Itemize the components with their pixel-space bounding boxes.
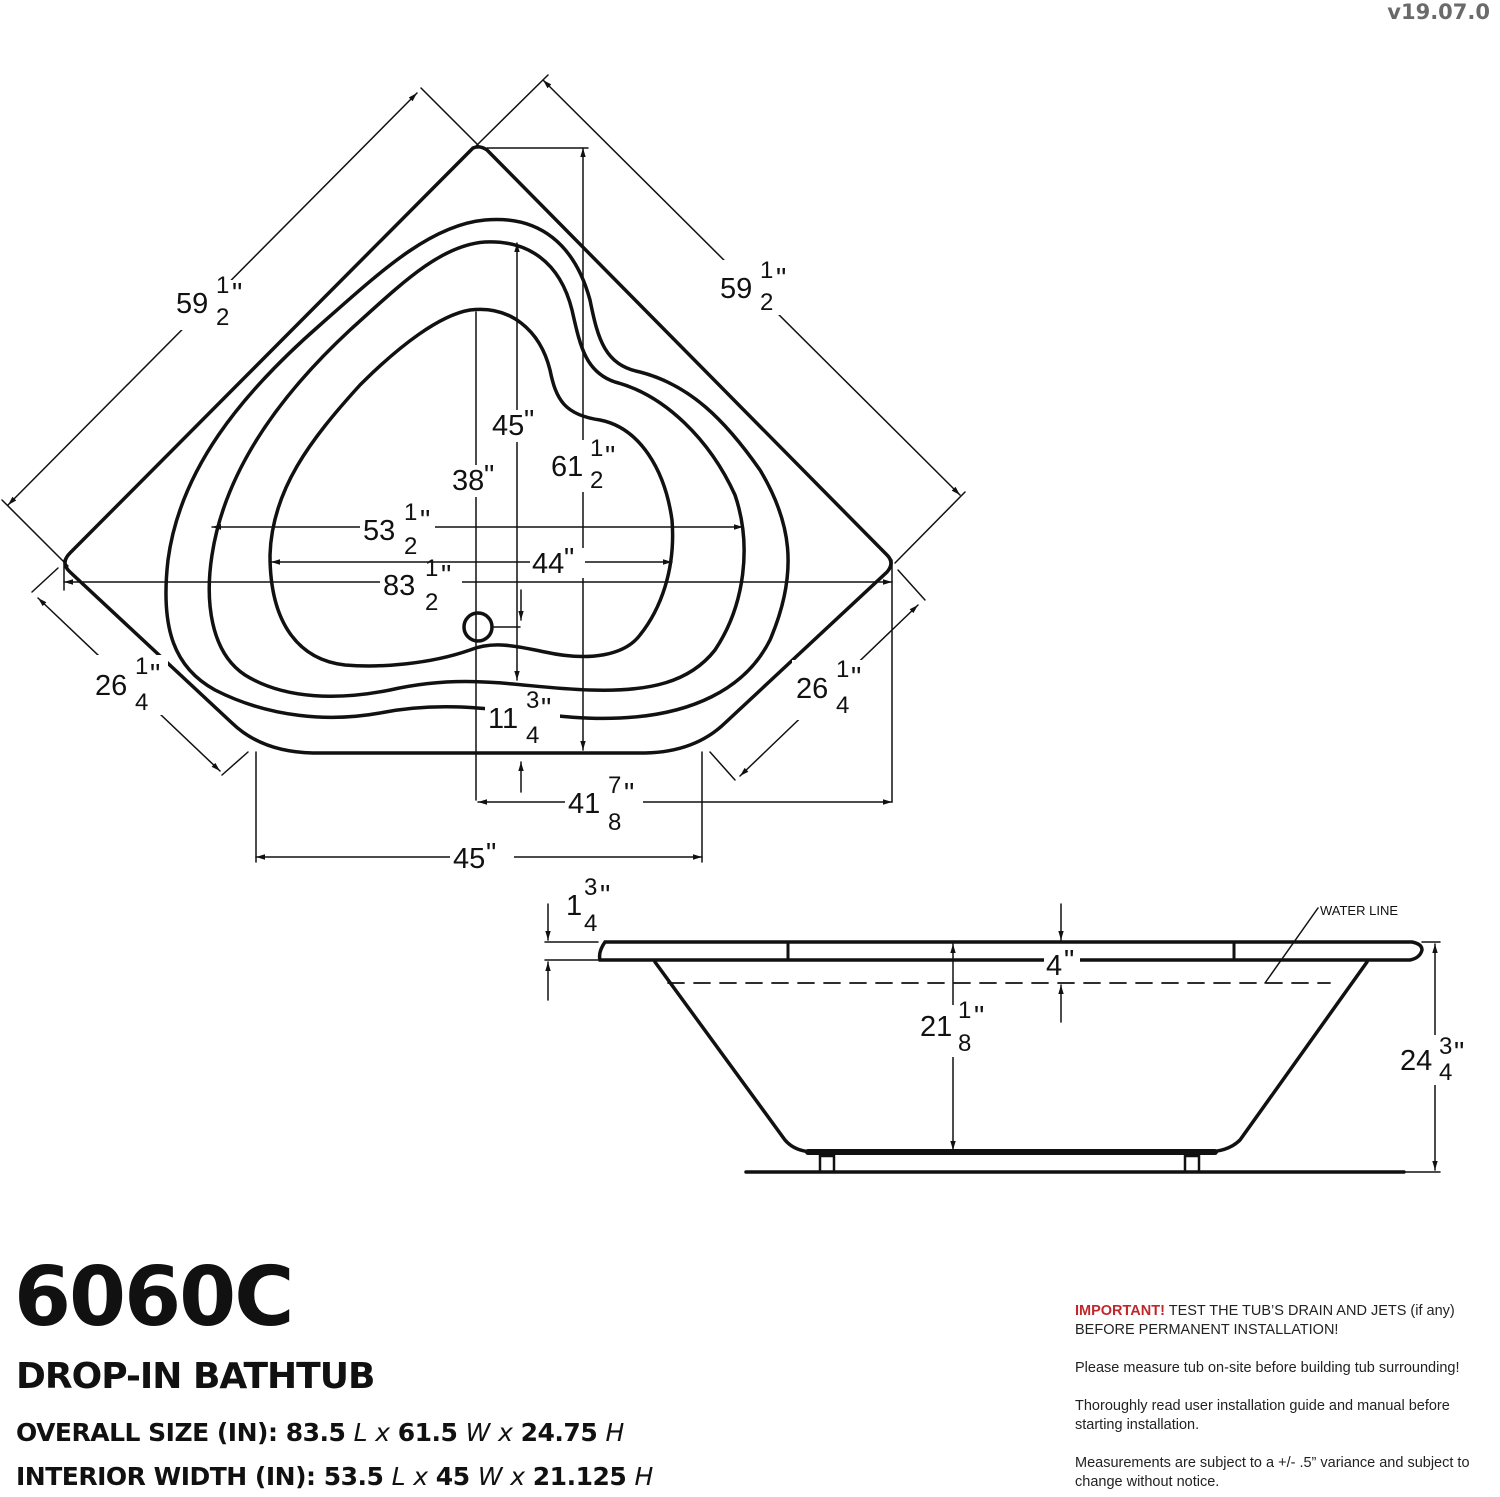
- dim-overall-height-num: 3: [1439, 1033, 1453, 1060]
- note-read-guide: Thoroughly read user installation guide and manual before starting installation.: [1075, 1398, 1450, 1433]
- side-bowl: [655, 962, 1367, 1152]
- dim-side-left-num: 1: [135, 653, 149, 680]
- dim-left-unit: ": [232, 278, 243, 310]
- dim-right-whole: 59: [720, 273, 753, 305]
- dim-side-right-den: 4: [836, 692, 850, 719]
- interior-width-label: INTERIOR WIDTH (IN):: [16, 1462, 316, 1491]
- interior-height-unit: H: [634, 1462, 653, 1491]
- dim-side-left-whole: 26: [95, 670, 128, 702]
- dim-side-left-den: 4: [135, 689, 149, 716]
- tub-outer-outline: [65, 147, 891, 753]
- interior-length-unit: L: [391, 1462, 406, 1491]
- dim-drain-to-side-unit: ": [624, 778, 635, 810]
- dim-drain-offset-whole: 11: [488, 703, 519, 735]
- dim-left-num: 1: [216, 272, 230, 299]
- dim-interior-length-den: 2: [404, 533, 418, 560]
- overall-length-unit: L: [353, 1418, 368, 1447]
- interior-width-value: 45: [435, 1462, 470, 1491]
- dim-side-right-unit: ": [851, 662, 862, 694]
- dim-interior-length-unit: ": [420, 505, 431, 537]
- dim-overall-length-num: 1: [425, 555, 439, 582]
- dim-rim-num: 3: [584, 874, 598, 901]
- drain-circle: [464, 613, 492, 641]
- dim-overall-length-whole: 83: [383, 570, 416, 602]
- dim-drain-offset-unit: ": [541, 693, 552, 725]
- dim-rim-den: 4: [584, 910, 598, 937]
- dim-side-right-whole: 26: [796, 673, 829, 705]
- dim-45-unit: ": [524, 405, 535, 437]
- dim-45-whole: 45: [492, 410, 525, 442]
- dim-drain-to-side-num: 7: [608, 772, 622, 799]
- dim-interior-height-den: 8: [958, 1030, 972, 1057]
- product-type: DROP-IN BATHTUB: [16, 1356, 375, 1397]
- important-text: TEST THE TUB’S DRAIN AND JETS (if any) BEFORE PERMANENT INSTALLATION!: [1075, 1303, 1455, 1338]
- side-view: [545, 904, 1440, 1172]
- dim-38-unit: ": [484, 460, 495, 492]
- model-number: 6060C: [14, 1250, 293, 1345]
- overall-sep-2: x: [498, 1418, 513, 1447]
- dim-overall-depth-den: 2: [590, 467, 604, 494]
- dim-side-right-num: 1: [836, 656, 850, 683]
- version-label: v19.07.0: [1387, 0, 1490, 24]
- overall-width-unit: W: [465, 1418, 490, 1447]
- dim-right-den: 2: [760, 289, 774, 316]
- dim-left-den: 2: [216, 304, 230, 331]
- dim-overall-height-whole: 24: [1400, 1045, 1433, 1077]
- dim-overall-depth-whole: 61: [551, 451, 584, 483]
- dim-38-whole: 38: [452, 465, 485, 497]
- dim-right-unit: ": [776, 263, 787, 295]
- dim-drain-to-side-whole: 41: [568, 788, 601, 820]
- dim-overall-length-unit: ": [441, 560, 452, 592]
- dim-overall-height-unit: ": [1454, 1037, 1465, 1069]
- dim-interior-height-num: 1: [958, 997, 972, 1024]
- dim-overall-length-den: 2: [425, 589, 439, 616]
- interior-sep-2: x: [510, 1462, 525, 1491]
- side-rim: [600, 942, 1422, 960]
- dim-front-width-unit: ": [486, 838, 497, 870]
- interior-width-unit: W: [477, 1462, 503, 1491]
- overall-width: 61.5: [397, 1418, 458, 1447]
- overall-size: [16, 1418, 624, 1447]
- overall-height: 24.75: [520, 1418, 598, 1447]
- dim-44-whole: 44: [532, 548, 565, 580]
- note-important: [1075, 1302, 1485, 1340]
- important-label: IMPORTANT!: [1075, 1303, 1165, 1319]
- dim-interior-height-unit: ": [974, 1001, 985, 1033]
- overall-height-unit: H: [605, 1418, 624, 1447]
- interior-height: 21.125: [532, 1462, 627, 1491]
- note-measure: Please measure tub on-site before building tub surrounding!: [1075, 1360, 1460, 1376]
- side-view-labels: [565, 874, 1472, 1086]
- dim-side-left-unit: ": [150, 659, 161, 691]
- interior-length: 53.5: [323, 1462, 384, 1491]
- dim-44-unit: ": [564, 543, 575, 575]
- dim-drain-offset-num: 3: [526, 687, 540, 714]
- side-dimension-lines: [545, 904, 1440, 1172]
- water-line-label: WATER LINE: [1320, 903, 1399, 918]
- dim-drain-to-side-den: 8: [608, 809, 622, 836]
- dim-interior-height-whole: 21: [920, 1011, 953, 1043]
- dim-water-depth-unit: ": [1064, 945, 1075, 977]
- dim-interior-length-whole: 53: [363, 515, 396, 547]
- dim-drain-offset-den: 4: [526, 722, 540, 749]
- interior-width: [16, 1462, 653, 1491]
- dim-overall-depth-num: 1: [590, 435, 604, 462]
- interior-sep-1: x: [413, 1462, 428, 1491]
- dim-right-num: 1: [760, 257, 774, 284]
- installation-notes: [1075, 1302, 1485, 1497]
- dim-left-whole: 59: [176, 288, 209, 320]
- top-view-labels: [90, 257, 870, 875]
- dim-water-depth-whole: 4: [1046, 950, 1063, 982]
- dim-front-width-whole: 45: [453, 843, 486, 875]
- dim-interior-length-num: 1: [404, 499, 418, 526]
- overall-sep-1: x: [375, 1418, 390, 1447]
- dim-rim-unit: ": [600, 880, 611, 912]
- overall-length: 83.5: [285, 1418, 346, 1447]
- dim-overall-depth-unit: ": [605, 441, 616, 473]
- overall-size-label: OVERALL SIZE (IN):: [16, 1418, 278, 1447]
- dim-overall-height-den: 4: [1439, 1059, 1453, 1086]
- dim-rim-whole: 1: [566, 890, 583, 922]
- note-variance: Measurements are subject to a +/- .5” variance and subject to change without notice.: [1075, 1455, 1470, 1490]
